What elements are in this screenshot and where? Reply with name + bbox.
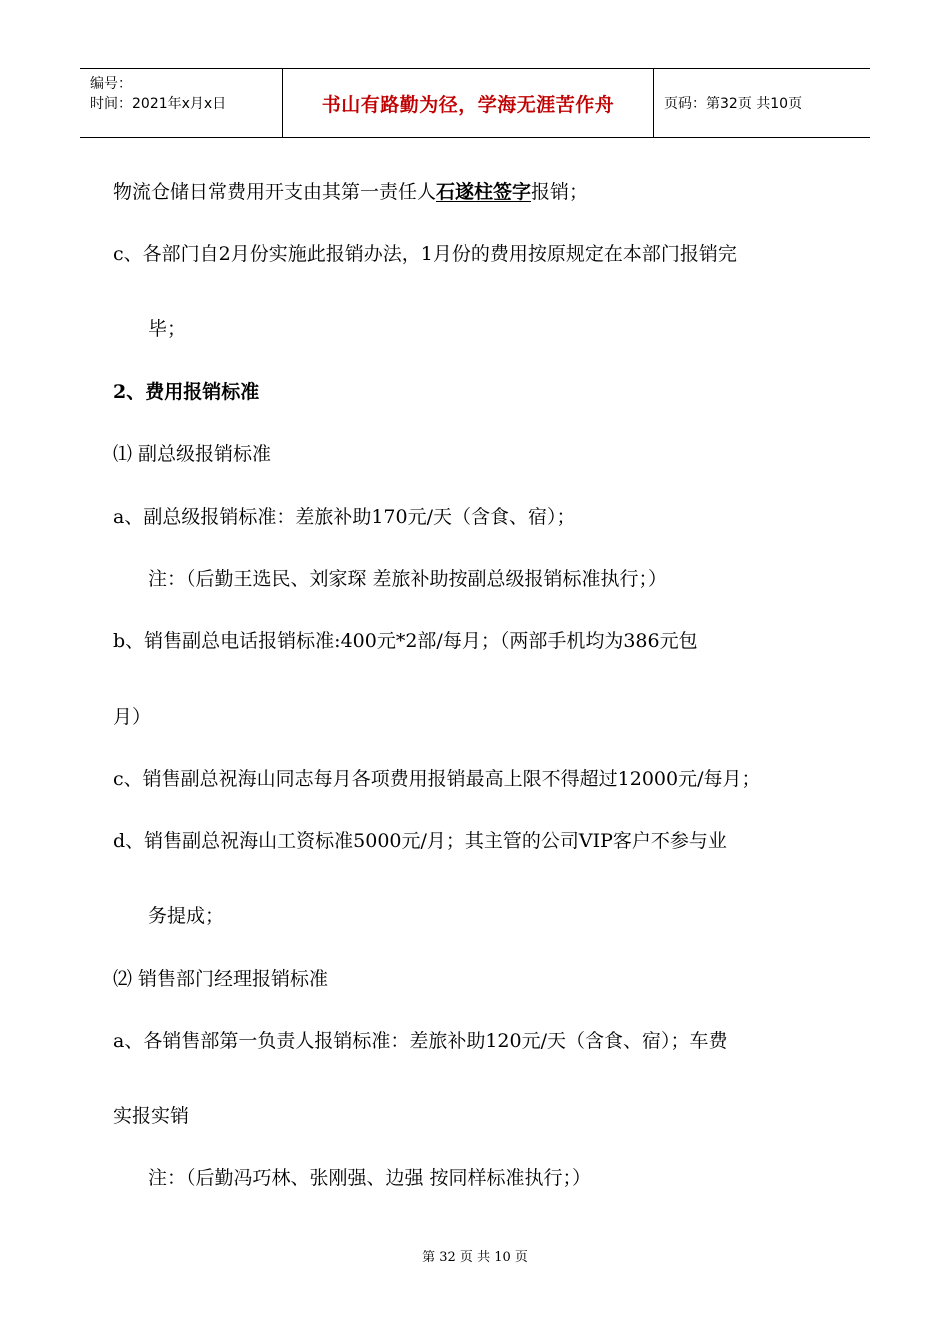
paragraph-line: 实报实销 xyxy=(113,1105,190,1127)
motto: 书山有路勤为径，学海无涯苦作舟 xyxy=(321,93,615,116)
paragraph-line: 月） xyxy=(113,706,152,728)
text-segment: 报销； xyxy=(531,181,589,203)
paragraph-line: 毕； xyxy=(148,318,187,340)
date-label: 时间：2021年x月x日 xyxy=(90,96,227,112)
section-heading: 2、费用报销标准 xyxy=(113,381,260,403)
subsection-heading: ⑴ 副总级报销标准 xyxy=(113,443,272,465)
number-label: 编号： xyxy=(90,76,132,92)
paragraph-line: c、各部门自2月份实施此报销办法，1月份的费用按原规定在本部门报销完 xyxy=(113,243,737,265)
page-footer: 第 32 页 共 10 页 xyxy=(422,1250,528,1265)
header-motto-cell xyxy=(282,69,654,137)
header-page-info xyxy=(654,69,870,137)
paragraph-line: c、销售副总祝海山同志每月各项费用报销最高上限不得超过12000元/每月； xyxy=(113,768,761,790)
page-info: 页码：第32页 共10页 xyxy=(664,96,803,112)
text-segment: 物流仓储日常费用开支由其第一责任人 xyxy=(113,181,437,203)
paragraph-line xyxy=(113,183,588,202)
paragraph-line: a、副总级报销标准：差旅补助170元/天（含食、宿）； xyxy=(113,506,576,528)
signatory-name: 石遂柱签字 xyxy=(436,181,532,203)
note-line: 注：（后勤冯巧林、张刚强、边强 按同样标准执行；） xyxy=(148,1167,592,1189)
paragraph-line: d、销售副总祝海山工资标准5000元/月；其主管的公司VIP客户不参与业 xyxy=(113,830,727,852)
header-meta xyxy=(80,69,282,137)
paragraph-line: a、各销售部第一负责人报销标准：差旅补助120元/天（含食、宿）；车费 xyxy=(113,1030,728,1052)
paragraph-line: 务提成； xyxy=(148,905,225,927)
paragraph-line: b、销售副总电话报销标准:400元*2部/每月；（两部手机均为386元包 xyxy=(113,630,698,652)
note-line: 注：（后勤王选民、刘家琛 差旅补助按副总级报销标准执行；） xyxy=(148,568,668,590)
subsection-heading: ⑵ 销售部门经理报销标准 xyxy=(113,968,329,990)
document-header xyxy=(80,68,870,138)
